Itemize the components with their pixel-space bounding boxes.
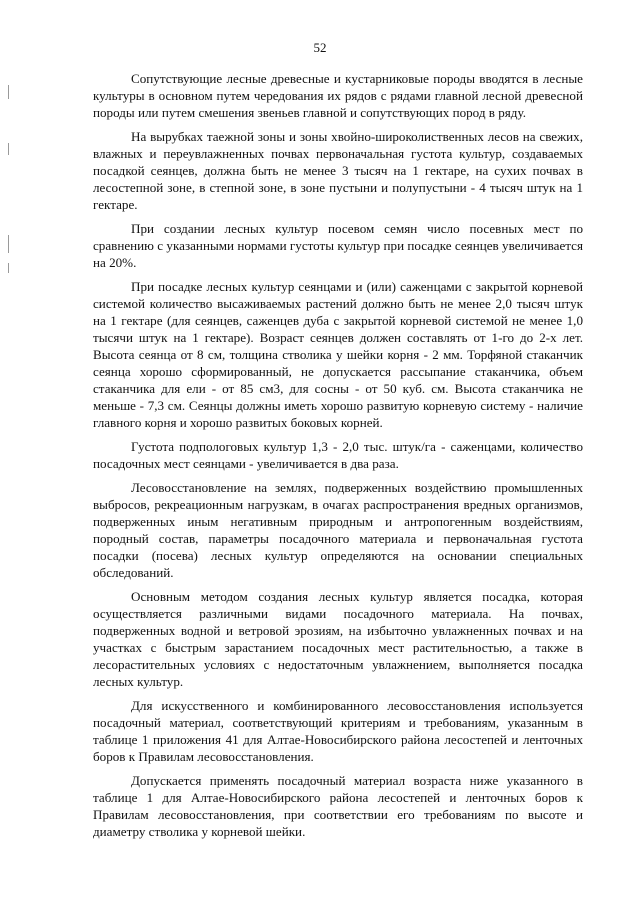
paragraph: Лесовосстановление на землях, подверженных воздействию промышленных выбросов, рекреационным нагрузкам, в очагах распространения вредных организмов, подверженных иным негативным природным и антропогенным воздействиям, породный состав, параметры посадочного материала и первоначальная густота посадки (посева) лесных культур определяются на основании специальных обследований. — [93, 480, 583, 580]
paragraph: Для искусственного и комбинированного лесовосстановления используется посадочный материал, соответствующий критериям и требованиям, указанным в таблице 1 приложения 41 для Алтае-Новосибирского района лесостепей и ленточных боров к Правилам лесовосстановления. — [93, 698, 583, 764]
paragraph: При создании лесных культур посевом семян число посевных мест по сравнению с указанными нормами густоты культур при посадке сеянцев увеличивается на 20%. — [93, 221, 583, 270]
body-text — [93, 70, 583, 847]
paragraph: При посадке лесных культур сеянцами и (или) саженцами с закрытой корневой системой количество высаживаемых растений должно быть не менее 2,0 тысяч штук на 1 гектаре (для сеянцев, саженцев дуба с закрытой корневой системой не менее 1,0 тысячи штук на 1 гектаре). Возраст сеянцев должен составлять от 1-го до 2-х лет. Высота сеянца от 8 см, толщина стволика у шейки корня - 2 мм. Торфяной стаканчик сеянца хорошо сформированный, не допускается рассыпание стаканчика, объем стаканчика для ели - от 85 см3, для сосны - от 50 куб. см. Высота стаканчика не меньше - 7,3 см. Сеянцы должны иметь хорошо развитую корневую систему - наличие главного корня и хорошо развитых боковых корней. — [93, 279, 583, 430]
scan-margin-marks — [8, 85, 10, 285]
paragraph: На вырубках таежной зоны и зоны хвойно-широколиственных лесов на свежих, влажных и переувлажненных почвах первоначальная густота культур, создаваемых посадкой сеянцев, должна быть не менее 3 тысяч на 1 гектаре, на сухих почвах в лесостепной зоне, в степной зоне, в зоне пустыни и полупустыни - 4 тысяч штук на 1 гектаре. — [93, 129, 583, 212]
paragraph: Сопутствующие лесные древесные и кустарниковые породы вводятся в лесные культуры в основном путем чередования их рядов с рядами главной лесной древесной породы или путем смешения звеньев главной и сопутствующих пород в ряду. — [93, 71, 583, 120]
scan-mark — [8, 235, 9, 253]
scan-mark — [8, 263, 9, 273]
scan-mark — [8, 143, 9, 155]
scan-mark — [8, 85, 9, 99]
paragraph: Допускается применять посадочный материал возраста ниже указанного в таблице 1 для Алтае-Новосибирского района лесостепей и ленточных боров к Правилам лесовосстановления, при соответствии его требованиям по высоте и диаметру стволика у корневой шейки. — [93, 773, 583, 839]
paragraph: Густота подпологовых культур 1,3 - 2,0 тыс. штук/га - саженцами, количество посадочных мест сеянцами - увеличивается в два раза. — [93, 439, 583, 471]
page-number: 52 — [313, 40, 327, 55]
paragraph: Основным методом создания лесных культур является посадка, которая осуществляется различными видами посадочного материала. На почвах, подверженных водной и ветровой эрозиям, на избыточно увлажненных почвах и на участках с быстрым зарастанием посадочных мест растительностью, а также в лесорастительных условиях с недостаточным увлажнением, выполняется посадка лесных культур. — [93, 589, 583, 689]
